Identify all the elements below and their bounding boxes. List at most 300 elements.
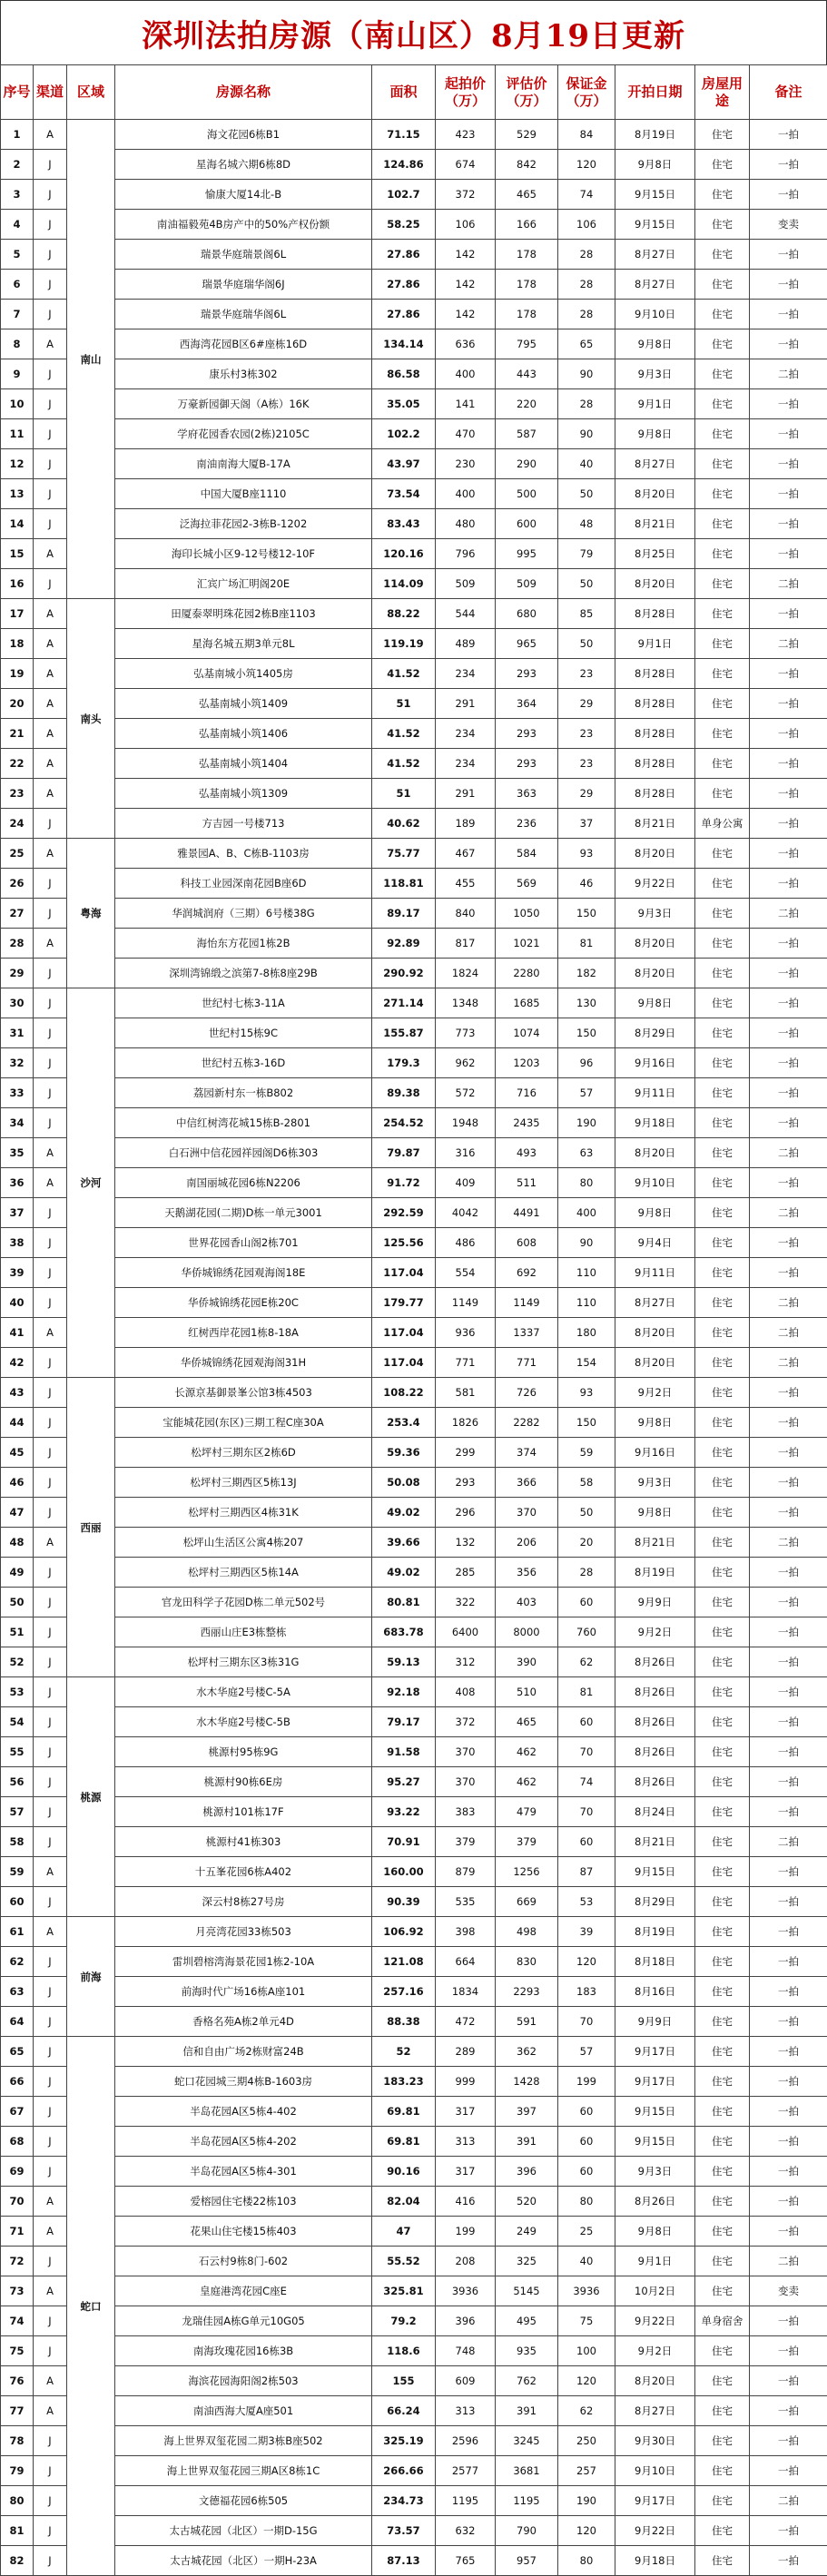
row-date: 8月28日 (615, 779, 695, 809)
row-size: 93.22 (372, 1797, 436, 1827)
row-start-price: 748 (436, 2336, 496, 2366)
row-name: 半岛花园A区5栋4-402 (115, 2097, 372, 2127)
row-name: 荔园新村东一栋B802 (115, 1078, 372, 1108)
row-start-price: 489 (436, 629, 496, 659)
row-deposit: 60 (558, 2157, 615, 2187)
row-note: 一拍 (750, 1617, 827, 1647)
row-eval-price: 1021 (496, 929, 558, 959)
row-name: 长源京基御景峯公馆3栋4503 (115, 1378, 372, 1408)
row-name: 深云村8栋27号房 (115, 1887, 372, 1917)
row-deposit: 74 (558, 180, 615, 210)
table-row (1, 2127, 827, 2157)
row-note: 一拍 (750, 1647, 827, 1677)
row-date: 9月3日 (615, 899, 695, 929)
row-use: 住宅 (695, 2396, 750, 2426)
row-eval-price: 1256 (496, 1857, 558, 1887)
header-index: 序号 (1, 65, 34, 120)
row-start-price: 636 (436, 329, 496, 359)
row-date: 8月26日 (615, 1647, 695, 1677)
row-start-price: 1948 (436, 1108, 496, 1138)
row-start-price: 817 (436, 929, 496, 959)
row-note: 一拍 (750, 719, 827, 749)
table-row (1, 1438, 827, 1468)
row-channel: J (34, 2516, 67, 2546)
row-index: 15 (1, 539, 34, 569)
row-note: 一拍 (750, 2336, 827, 2366)
row-use: 住宅 (695, 1558, 750, 1588)
row-name: 松坪村三期西区5栋13J (115, 1468, 372, 1498)
table-row (1, 2187, 827, 2217)
row-name: 松坪村三期东区2栋6D (115, 1438, 372, 1468)
row-channel: J (34, 2007, 67, 2037)
row-size: 87.13 (372, 2546, 436, 2576)
row-channel: A (34, 2217, 67, 2247)
row-eval-price: 403 (496, 1588, 558, 1617)
row-name: 雷圳碧榕湾海景花园1栋2-10A (115, 1947, 372, 1977)
row-name: 前海时代广场16栋A座101 (115, 1977, 372, 2007)
header-area: 区域 (67, 65, 115, 120)
row-name: 海文花园6栋B1 (115, 120, 372, 150)
row-channel: J (34, 449, 67, 479)
row-channel: J (34, 240, 67, 270)
row-use: 住宅 (695, 2097, 750, 2127)
row-use: 住宅 (695, 150, 750, 180)
row-size: 95.27 (372, 1767, 436, 1797)
row-date: 9月10日 (615, 2456, 695, 2486)
row-use: 住宅 (695, 629, 750, 659)
row-deposit: 23 (558, 719, 615, 749)
row-index: 8 (1, 329, 34, 359)
row-note: 一拍 (750, 539, 827, 569)
row-note: 一拍 (750, 1018, 827, 1048)
row-note: 一拍 (750, 2516, 827, 2546)
row-channel: J (34, 1078, 67, 1108)
row-size: 51 (372, 779, 436, 809)
table-row (1, 2426, 827, 2456)
row-eval-price: 500 (496, 479, 558, 509)
row-deposit: 150 (558, 1408, 615, 1438)
row-deposit: 250 (558, 2426, 615, 2456)
row-start-price: 313 (436, 2127, 496, 2157)
row-name: 松坪村三期西区4栋31K (115, 1498, 372, 1528)
row-deposit: 257 (558, 2456, 615, 2486)
row-size: 271.14 (372, 988, 436, 1018)
row-start-price: 372 (436, 1707, 496, 1737)
row-size: 102.2 (372, 419, 436, 449)
row-name: 世界花园香山阁2栋701 (115, 1228, 372, 1258)
row-deposit: 93 (558, 839, 615, 869)
table-row (1, 1887, 827, 1917)
table-row (1, 300, 827, 329)
row-deposit: 190 (558, 2486, 615, 2516)
row-deposit: 29 (558, 689, 615, 719)
row-note: 二拍 (750, 1348, 827, 1378)
row-start-price: 962 (436, 1048, 496, 1078)
row-deposit: 120 (558, 150, 615, 180)
row-name: 星海名城六期6栋8D (115, 150, 372, 180)
table-row (1, 1078, 827, 1108)
row-note: 一拍 (750, 959, 827, 988)
row-index: 78 (1, 2426, 34, 2456)
row-index: 46 (1, 1468, 34, 1498)
row-note: 一拍 (750, 120, 827, 150)
row-channel: J (34, 270, 67, 300)
row-index: 74 (1, 2306, 34, 2336)
row-size: 92.18 (372, 1677, 436, 1707)
row-use: 住宅 (695, 1198, 750, 1228)
row-size: 179.3 (372, 1048, 436, 1078)
row-use: 住宅 (695, 929, 750, 959)
header-note: 备注 (750, 65, 827, 120)
row-deposit: 84 (558, 120, 615, 150)
row-name: 南海玫瑰花园16栋3B (115, 2336, 372, 2366)
row-size: 89.17 (372, 899, 436, 929)
row-use: 住宅 (695, 659, 750, 689)
table-row (1, 599, 827, 629)
row-start-price: 234 (436, 749, 496, 779)
row-start-price: 423 (436, 120, 496, 150)
row-channel: J (34, 2247, 67, 2276)
row-size: 683.78 (372, 1617, 436, 1647)
row-index: 45 (1, 1438, 34, 1468)
row-use: 住宅 (695, 1977, 750, 2007)
row-note: 一拍 (750, 300, 827, 329)
row-date: 8月19日 (615, 120, 695, 150)
row-index: 65 (1, 2037, 34, 2067)
row-eval-price: 290 (496, 449, 558, 479)
row-eval-price: 995 (496, 539, 558, 569)
row-deposit: 62 (558, 1647, 615, 1677)
row-name: 愉康大厦14北-B (115, 180, 372, 210)
row-eval-price: 363 (496, 779, 558, 809)
row-channel: J (34, 2157, 67, 2187)
row-size: 89.38 (372, 1078, 436, 1108)
row-eval-price: 957 (496, 2546, 558, 2576)
row-deposit: 48 (558, 509, 615, 539)
row-start-price: 400 (436, 479, 496, 509)
row-use: 住宅 (695, 1438, 750, 1468)
row-channel: A (34, 1318, 67, 1348)
table-row (1, 1198, 827, 1228)
row-size: 121.08 (372, 1947, 436, 1977)
row-date: 9月3日 (615, 2157, 695, 2187)
row-eval-price: 1074 (496, 1018, 558, 1048)
row-size: 254.52 (372, 1108, 436, 1138)
row-note: 一拍 (750, 2097, 827, 2127)
table-row (1, 1707, 827, 1737)
row-date: 8月20日 (615, 929, 695, 959)
row-channel: J (34, 2067, 67, 2097)
row-index: 49 (1, 1558, 34, 1588)
row-size: 66.24 (372, 2396, 436, 2426)
row-start-price: 4042 (436, 1198, 496, 1228)
table-row (1, 2546, 827, 2576)
table-row (1, 779, 827, 809)
row-size: 114.09 (372, 569, 436, 599)
row-use: 住宅 (695, 300, 750, 329)
row-name: 桃源村41栋303 (115, 1827, 372, 1857)
row-index: 19 (1, 659, 34, 689)
row-date: 8月20日 (615, 2366, 695, 2396)
table-row (1, 959, 827, 988)
row-name: 弘基南城小筑1409 (115, 689, 372, 719)
row-date: 9月8日 (615, 1198, 695, 1228)
row-start-price: 1824 (436, 959, 496, 988)
table-row (1, 749, 827, 779)
row-index: 41 (1, 1318, 34, 1348)
row-size: 292.59 (372, 1198, 436, 1228)
area-group-cell: 桃源 (67, 1677, 115, 1917)
row-size: 58.25 (372, 210, 436, 240)
row-size: 117.04 (372, 1258, 436, 1288)
row-channel: J (34, 1378, 67, 1408)
row-eval-price: 726 (496, 1378, 558, 1408)
row-eval-price: 2293 (496, 1977, 558, 2007)
row-name: 信和自由广场2栋财富24B (115, 2037, 372, 2067)
row-eval-price: 509 (496, 569, 558, 599)
row-use: 住宅 (695, 779, 750, 809)
row-note: 一拍 (750, 1408, 827, 1438)
row-size: 253.4 (372, 1408, 436, 1438)
row-size: 52 (372, 2037, 436, 2067)
row-name: 世纪村15栋9C (115, 1018, 372, 1048)
row-index: 51 (1, 1617, 34, 1647)
row-eval-price: 3681 (496, 2456, 558, 2486)
row-note: 一拍 (750, 2187, 827, 2217)
row-deposit: 74 (558, 1767, 615, 1797)
row-eval-price: 5145 (496, 2276, 558, 2306)
row-deposit: 81 (558, 929, 615, 959)
row-deposit: 28 (558, 1558, 615, 1588)
row-index: 33 (1, 1078, 34, 1108)
row-use: 住宅 (695, 899, 750, 929)
row-name: 汇宾广场汇明阁20E (115, 569, 372, 599)
table-row (1, 509, 827, 539)
row-name: 石云村9栋8门-602 (115, 2247, 372, 2276)
row-name: 雅景园A、B、C栋B-1103房 (115, 839, 372, 869)
row-channel: J (34, 1887, 67, 1917)
header-start-price: 起拍价（万） (436, 65, 496, 120)
row-use: 住宅 (695, 2276, 750, 2306)
row-date: 9月30日 (615, 2426, 695, 2456)
row-size: 325.81 (372, 2276, 436, 2306)
row-date: 8月25日 (615, 539, 695, 569)
table-row (1, 629, 827, 659)
row-date: 9月3日 (615, 1468, 695, 1498)
row-channel: A (34, 1857, 67, 1887)
row-index: 44 (1, 1408, 34, 1438)
table-row (1, 1677, 827, 1707)
row-eval-price: 716 (496, 1078, 558, 1108)
header-use: 房屋用途 (695, 65, 750, 120)
row-start-price: 2596 (436, 2426, 496, 2456)
row-index: 4 (1, 210, 34, 240)
row-deposit: 50 (558, 1498, 615, 1528)
row-size: 69.81 (372, 2127, 436, 2157)
row-name: 蛇口花园城三期4栋B-1603房 (115, 2067, 372, 2097)
row-use: 住宅 (695, 1018, 750, 1048)
row-name: 深圳湾锦缎之滨第7-8栋8座29B (115, 959, 372, 988)
row-channel: J (34, 359, 67, 389)
row-note: 一拍 (750, 749, 827, 779)
row-date: 8月28日 (615, 719, 695, 749)
table-row (1, 1168, 827, 1198)
row-note: 一拍 (750, 1947, 827, 1977)
row-size: 39.66 (372, 1528, 436, 1558)
row-eval-price: 391 (496, 2396, 558, 2426)
row-index: 40 (1, 1288, 34, 1318)
row-channel: J (34, 1468, 67, 1498)
row-deposit: 60 (558, 1827, 615, 1857)
row-deposit: 50 (558, 629, 615, 659)
row-channel: A (34, 120, 67, 150)
row-date: 8月20日 (615, 1348, 695, 1378)
row-deposit: 59 (558, 1438, 615, 1468)
row-eval-price: 830 (496, 1947, 558, 1977)
row-date: 9月17日 (615, 2486, 695, 2516)
row-size: 90.39 (372, 1887, 436, 1917)
row-index: 17 (1, 599, 34, 629)
row-date: 8月26日 (615, 1737, 695, 1767)
row-date: 9月10日 (615, 1168, 695, 1198)
row-eval-price: 293 (496, 749, 558, 779)
row-start-price: 291 (436, 689, 496, 719)
row-eval-price: 591 (496, 2007, 558, 2037)
row-size: 117.04 (372, 1318, 436, 1348)
row-deposit: 93 (558, 1378, 615, 1408)
row-name: 南油西海大厦A座501 (115, 2396, 372, 2426)
row-use: 住宅 (695, 1108, 750, 1138)
row-size: 83.43 (372, 509, 436, 539)
row-date: 8月20日 (615, 1138, 695, 1168)
row-index: 29 (1, 959, 34, 988)
row-start-price: 486 (436, 1228, 496, 1258)
row-index: 60 (1, 1887, 34, 1917)
row-note: 一拍 (750, 329, 827, 359)
table-row (1, 1588, 827, 1617)
table-row (1, 2516, 827, 2546)
row-index: 54 (1, 1707, 34, 1737)
row-start-price: 372 (436, 180, 496, 210)
row-note: 一拍 (750, 270, 827, 300)
row-start-price: 230 (436, 449, 496, 479)
row-date: 9月17日 (615, 2037, 695, 2067)
row-channel: A (34, 749, 67, 779)
row-date: 9月22日 (615, 869, 695, 899)
row-deposit: 60 (558, 2097, 615, 2127)
row-date: 8月20日 (615, 839, 695, 869)
row-name: 太古城花园（北区）一期D-15G (115, 2516, 372, 2546)
row-eval-price: 364 (496, 689, 558, 719)
row-use: 住宅 (695, 2067, 750, 2097)
table-row (1, 389, 827, 419)
row-note: 一拍 (750, 779, 827, 809)
row-start-price: 409 (436, 1168, 496, 1198)
row-note: 一拍 (750, 1168, 827, 1198)
row-deposit: 120 (558, 2366, 615, 2396)
row-start-price: 554 (436, 1258, 496, 1288)
row-deposit: 183 (558, 1977, 615, 2007)
row-index: 67 (1, 2097, 34, 2127)
row-use: 住宅 (695, 1797, 750, 1827)
row-deposit: 760 (558, 1617, 615, 1647)
row-date: 9月10日 (615, 300, 695, 329)
row-note: 一拍 (750, 1048, 827, 1078)
row-deposit: 28 (558, 240, 615, 270)
row-deposit: 106 (558, 210, 615, 240)
table-row (1, 1917, 827, 1947)
row-channel: J (34, 1348, 67, 1378)
row-note: 变卖 (750, 2276, 827, 2306)
row-date: 8月26日 (615, 1677, 695, 1707)
row-start-price: 467 (436, 839, 496, 869)
row-eval-price: 293 (496, 659, 558, 689)
row-start-price: 379 (436, 1827, 496, 1857)
row-deposit: 29 (558, 779, 615, 809)
row-size: 257.16 (372, 1977, 436, 2007)
table-row (1, 1048, 827, 1078)
row-note: 变卖 (750, 210, 827, 240)
row-name: 水木华庭2号楼C-5B (115, 1707, 372, 1737)
row-note: 二拍 (750, 569, 827, 599)
row-use: 住宅 (695, 389, 750, 419)
row-channel: A (34, 2276, 67, 2306)
table-row (1, 689, 827, 719)
row-note: 一拍 (750, 240, 827, 270)
table-row (1, 1228, 827, 1258)
row-use: 住宅 (695, 1468, 750, 1498)
row-channel: J (34, 2426, 67, 2456)
table-row (1, 869, 827, 899)
header-row (1, 65, 827, 120)
row-note: 一拍 (750, 180, 827, 210)
table-row (1, 2366, 827, 2396)
row-deposit: 100 (558, 2336, 615, 2366)
row-size: 234.73 (372, 2486, 436, 2516)
row-date: 8月21日 (615, 509, 695, 539)
row-start-price: 771 (436, 1348, 496, 1378)
row-size: 266.66 (372, 2456, 436, 2486)
row-start-price: 313 (436, 2396, 496, 2426)
row-deposit: 120 (558, 1947, 615, 1977)
table-row (1, 899, 827, 929)
table-row (1, 988, 827, 1018)
row-deposit: 130 (558, 988, 615, 1018)
row-use: 住宅 (695, 2247, 750, 2276)
row-size: 40.62 (372, 809, 436, 839)
row-start-price: 796 (436, 539, 496, 569)
row-note: 一拍 (750, 1228, 827, 1258)
row-channel: J (34, 180, 67, 210)
row-note: 一拍 (750, 419, 827, 449)
row-use: 住宅 (695, 210, 750, 240)
row-start-price: 383 (436, 1797, 496, 1827)
row-name: 弘基南城小筑1404 (115, 749, 372, 779)
row-date: 9月18日 (615, 2546, 695, 2576)
row-name: 南油南海大厦B-17A (115, 449, 372, 479)
table-row (1, 2037, 827, 2067)
row-use: 住宅 (695, 2037, 750, 2067)
row-deposit: 23 (558, 659, 615, 689)
row-note: 一拍 (750, 1857, 827, 1887)
row-start-price: 936 (436, 1318, 496, 1348)
row-note: 一拍 (750, 809, 827, 839)
row-use: 住宅 (695, 1677, 750, 1707)
row-note: 一拍 (750, 1887, 827, 1917)
row-date: 9月9日 (615, 1588, 695, 1617)
row-channel: J (34, 210, 67, 240)
row-start-price: 142 (436, 240, 496, 270)
